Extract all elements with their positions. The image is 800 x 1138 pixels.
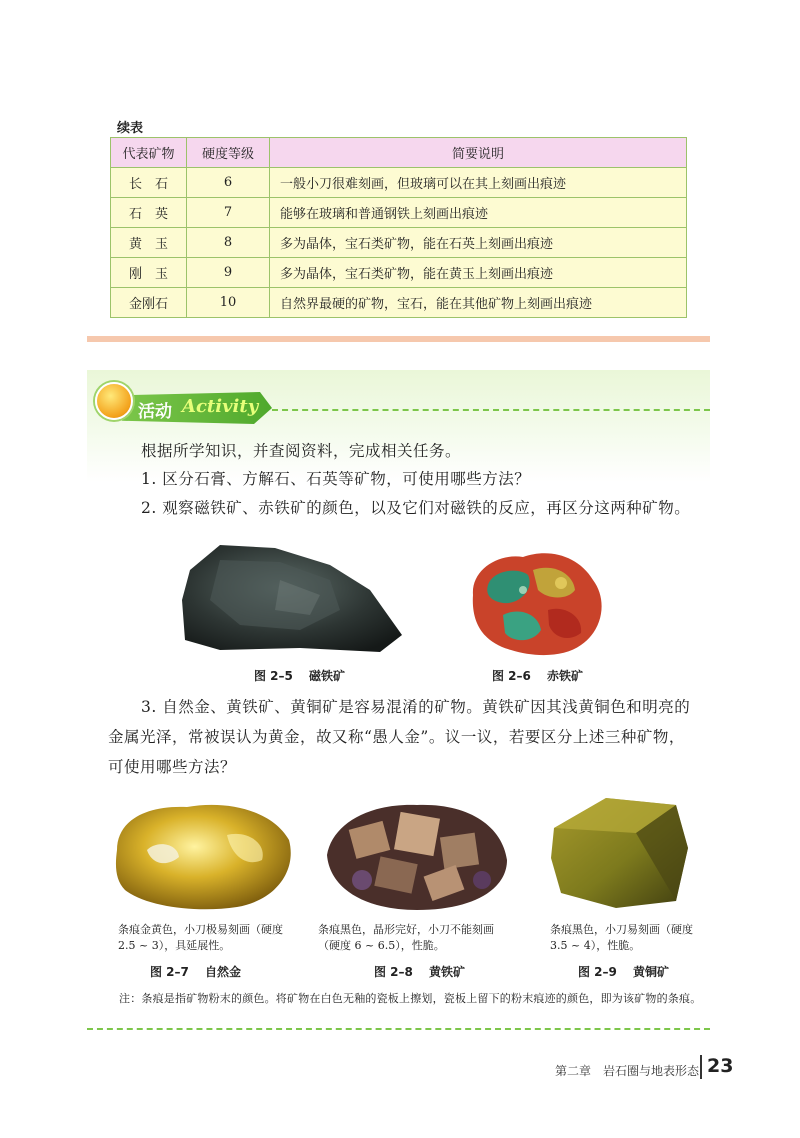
figure-2-5-caption: 图 2–5 磁铁矿: [254, 669, 346, 683]
cell-mineral: 长 石: [111, 168, 187, 198]
activity-intro: 根据所学知识，并查阅资料，完成相关任务。: [141, 442, 462, 460]
figure-2-7-caption: 图 2–7 自然金: [150, 965, 242, 979]
figure-2-9-caption: 图 2–9 黄铜矿: [578, 965, 670, 979]
activity-label-english: Activity: [182, 396, 259, 417]
section-divider: [87, 336, 710, 342]
figure-2-8-description: 条痕黑色，晶形完好，小刀不能刻画（硬度 6 ~ 6.5），性脆。: [318, 923, 494, 952]
activity-task-2: 2. 观察磁铁矿、赤铁矿的颜色，以及它们对磁铁的反应，再区分这两种矿物。: [141, 499, 691, 517]
table-row: [111, 228, 687, 258]
cell-hardness: 9: [187, 258, 270, 288]
activity-task-3: 3. 自然金、黄铁矿、黄铜矿是容易混淆的矿物。黄铁矿因其浅黄铜色和明亮的金属光泽，常被误认为黄金，故又称“愚人金”。议一议，若要区分上述三种矿物，可使用哪些方法？: [108, 698, 691, 776]
figure-2-7-description: 条痕金黄色，小刀极易刻画（硬度 2.5 ~ 3），具延展性。: [118, 923, 283, 952]
table-title: 续表: [117, 121, 144, 136]
cell-description: 多为晶体，宝石类矿物，能在石英上刻画出痕迹: [270, 228, 687, 258]
magnetite-image: [180, 540, 405, 655]
footer-separator: [700, 1055, 702, 1079]
cell-hardness: 10: [187, 288, 270, 318]
header-hardness: 硬度等级: [187, 138, 270, 168]
activity-label: 活动: [138, 402, 172, 422]
cell-mineral: 刚 玉: [111, 258, 187, 288]
table-row: [111, 198, 687, 228]
hematite-image: [463, 545, 608, 660]
native-gold-image: [107, 795, 297, 915]
cell-mineral: 黄 玉: [111, 228, 187, 258]
figure-2-6-caption: 图 2–6 赤铁矿: [492, 669, 584, 683]
bottom-dashed-line: [87, 1028, 710, 1030]
table-row: [111, 288, 687, 318]
pyrite-image: [322, 795, 512, 915]
chapter-title: 第二章 岩石圈与地表形态: [555, 1064, 700, 1078]
cell-description: 能够在玻璃和普通钢铁上刻画出痕迹: [270, 198, 687, 228]
table-header-row: [111, 138, 687, 168]
header-description: 简要说明: [270, 138, 687, 168]
figure-2-9-description: 条痕黑色，小刀易刻画（硬度 3.5 ~ 4），性脆。: [550, 923, 693, 952]
activity-bird-icon: [95, 382, 133, 420]
activity-dashed-line: [272, 409, 710, 411]
header-mineral: 代表矿物: [111, 138, 187, 168]
activity-task-1: 1. 区分石膏、方解石、石英等矿物，可使用哪些方法？: [141, 470, 531, 488]
streak-note: 注：条痕是指矿物粉末的颜色。将矿物在白色无釉的瓷板上擦划，瓷板上留下的粉末痕迹的颜色，即为该矿物的条痕。: [119, 992, 702, 1005]
table-row: [111, 168, 687, 198]
cell-description: 自然界最硬的矿物，宝石，能在其他矿物上刻画出痕迹: [270, 288, 687, 318]
table-row: [111, 258, 687, 288]
cell-mineral: 金刚石: [111, 288, 187, 318]
cell-hardness: 6: [187, 168, 270, 198]
cell-description: 一般小刀很难刻画，但玻璃可以在其上刻画出痕迹: [270, 168, 687, 198]
cell-hardness: 7: [187, 198, 270, 228]
cell-mineral: 石 英: [111, 198, 187, 228]
chalcopyrite-image: [546, 793, 691, 913]
cell-hardness: 8: [187, 228, 270, 258]
hardness-table: [110, 137, 687, 318]
figure-2-8-caption: 图 2–8 黄铁矿: [374, 965, 466, 979]
page-number: 23: [707, 1055, 734, 1077]
cell-description: 多为晶体，宝石类矿物，能在黄玉上刻画出痕迹: [270, 258, 687, 288]
